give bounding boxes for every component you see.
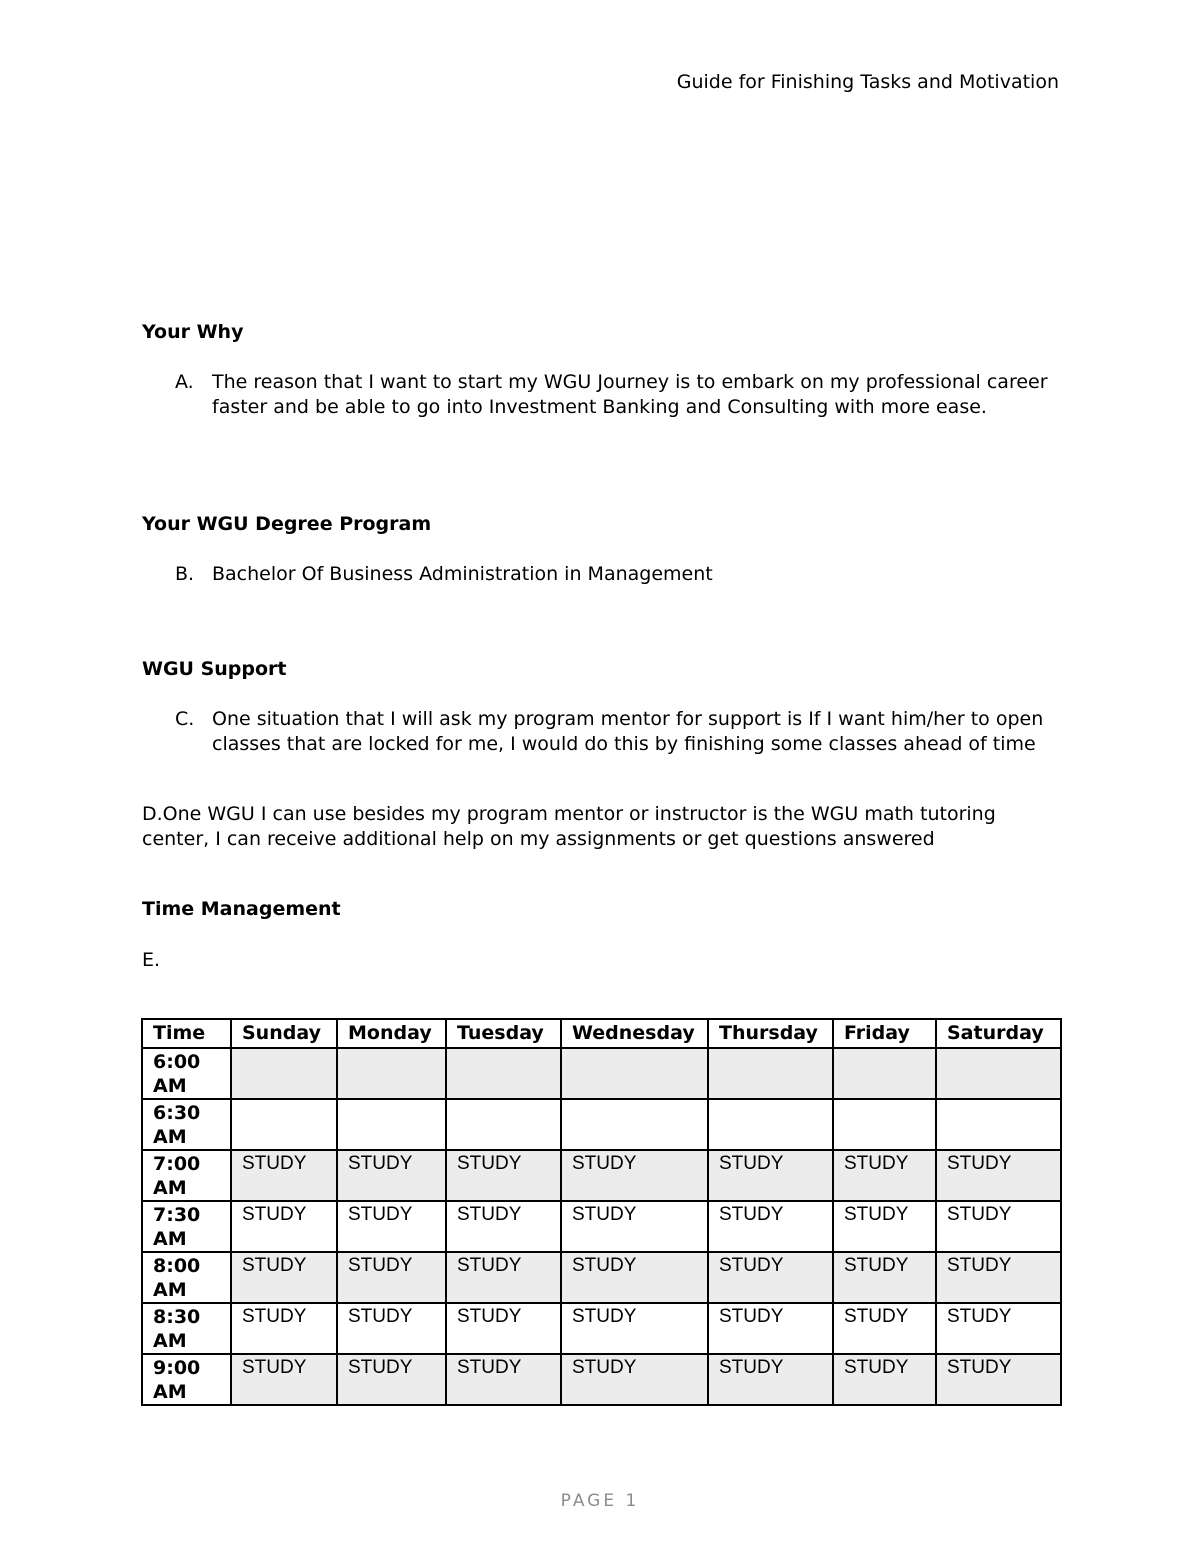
schedule-cell: STUDY — [833, 1354, 936, 1405]
header-saturday: Saturday — [936, 1019, 1061, 1048]
section-title-degree-program: Your WGU Degree Program — [142, 513, 432, 535]
schedule-cell — [446, 1099, 561, 1150]
page-header-title: Guide for Finishing Tasks and Motivation — [676, 71, 1059, 93]
schedule-cell: STUDY — [231, 1354, 337, 1405]
schedule-cell — [936, 1099, 1061, 1150]
schedule-cell — [936, 1048, 1061, 1099]
schedule-cell: STUDY — [561, 1354, 708, 1405]
paragraph-d: D.One WGU I can use besides my program mentor or instructor is the WGU math tutoring center, I can receive additional help on my assignments or get questions answered — [142, 803, 996, 850]
table-row — [142, 1201, 1061, 1252]
schedule-cell: STUDY — [708, 1150, 833, 1201]
table-row — [142, 1303, 1061, 1354]
schedule-cell: STUDY — [561, 1201, 708, 1252]
schedule-cell: STUDY — [231, 1201, 337, 1252]
header-wednesday: Wednesday — [561, 1019, 708, 1048]
section-title-wgu-support: WGU Support — [142, 658, 287, 680]
page-footer-number: PAGE 1 — [560, 1491, 640, 1511]
schedule-cell: STUDY — [833, 1303, 936, 1354]
schedule-cell: STUDY — [446, 1252, 561, 1303]
table-row — [142, 1150, 1061, 1201]
list-text-c: One situation that I will ask my program mentor for support is If I want him/her to open classes that are locked for me, I would do this by finishing some classes ahead of time — [212, 708, 1044, 755]
schedule-cell: STUDY — [936, 1354, 1061, 1405]
list-item-c — [175, 707, 1055, 756]
schedule-cell: STUDY — [337, 1252, 446, 1303]
header-friday: Friday — [833, 1019, 936, 1048]
schedule-cell: STUDY — [561, 1150, 708, 1201]
schedule-cell: STUDY — [337, 1354, 446, 1405]
schedule-cell: STUDY — [446, 1201, 561, 1252]
schedule-cell: STUDY — [337, 1150, 446, 1201]
list-item-a — [175, 370, 1055, 419]
schedule-table — [141, 1018, 1062, 1406]
time-cell: 8:30 AM — [142, 1303, 231, 1354]
schedule-cell: STUDY — [936, 1150, 1061, 1201]
table-row — [142, 1354, 1061, 1405]
list-marker-c: C. — [175, 708, 195, 730]
schedule-cell — [833, 1099, 936, 1150]
schedule-cell: STUDY — [833, 1150, 936, 1201]
schedule-cell — [708, 1099, 833, 1150]
schedule-cell: STUDY — [708, 1201, 833, 1252]
schedule-cell — [231, 1048, 337, 1099]
schedule-cell: STUDY — [446, 1354, 561, 1405]
schedule-cell: STUDY — [231, 1150, 337, 1201]
list-marker-a: A. — [175, 371, 194, 393]
section-title-your-why: Your Why — [142, 321, 244, 343]
time-cell: 8:00 AM — [142, 1252, 231, 1303]
schedule-cell — [561, 1099, 708, 1150]
header-time: Time — [142, 1019, 231, 1048]
schedule-cell: STUDY — [561, 1252, 708, 1303]
schedule-cell: STUDY — [561, 1303, 708, 1354]
schedule-cell: STUDY — [231, 1303, 337, 1354]
list-text-a: The reason that I want to start my WGU Journey is to embark on my professional career faster and be able to go into Investment Banking and Consulting with more ease. — [212, 371, 1048, 418]
schedule-cell: STUDY — [936, 1201, 1061, 1252]
list-item-b — [175, 562, 1055, 587]
schedule-cell: STUDY — [833, 1252, 936, 1303]
table-row — [142, 1252, 1061, 1303]
schedule-cell — [708, 1048, 833, 1099]
time-cell: 9:00 AM — [142, 1354, 231, 1405]
paragraph-e-marker: E. — [142, 949, 161, 971]
schedule-cell: STUDY — [708, 1354, 833, 1405]
schedule-cell: STUDY — [833, 1201, 936, 1252]
schedule-cell: STUDY — [231, 1252, 337, 1303]
header-tuesday: Tuesday — [446, 1019, 561, 1048]
schedule-cell: STUDY — [446, 1303, 561, 1354]
list-marker-b: B. — [175, 563, 195, 585]
schedule-cell: STUDY — [708, 1303, 833, 1354]
schedule-cell: STUDY — [337, 1201, 446, 1252]
schedule-cell — [337, 1099, 446, 1150]
schedule-cell — [561, 1048, 708, 1099]
list-text-b: Bachelor Of Business Administration in Management — [212, 563, 713, 585]
schedule-cell — [231, 1099, 337, 1150]
time-cell: 7:30 AM — [142, 1201, 231, 1252]
schedule-cell — [337, 1048, 446, 1099]
header-sunday: Sunday — [231, 1019, 337, 1048]
header-thursday: Thursday — [708, 1019, 833, 1048]
time-cell: 6:00 AM — [142, 1048, 231, 1099]
schedule-cell: STUDY — [337, 1303, 446, 1354]
schedule-cell: STUDY — [936, 1252, 1061, 1303]
table-row — [142, 1048, 1061, 1099]
section-title-time-management: Time Management — [142, 898, 341, 920]
time-cell: 6:30 AM — [142, 1099, 231, 1150]
schedule-cell — [833, 1048, 936, 1099]
time-cell: 7:00 AM — [142, 1150, 231, 1201]
schedule-cell: STUDY — [936, 1303, 1061, 1354]
schedule-header-row — [142, 1019, 1061, 1048]
schedule-cell — [446, 1048, 561, 1099]
schedule-cell: STUDY — [708, 1252, 833, 1303]
table-row — [142, 1099, 1061, 1150]
header-monday: Monday — [337, 1019, 446, 1048]
schedule-cell: STUDY — [446, 1150, 561, 1201]
